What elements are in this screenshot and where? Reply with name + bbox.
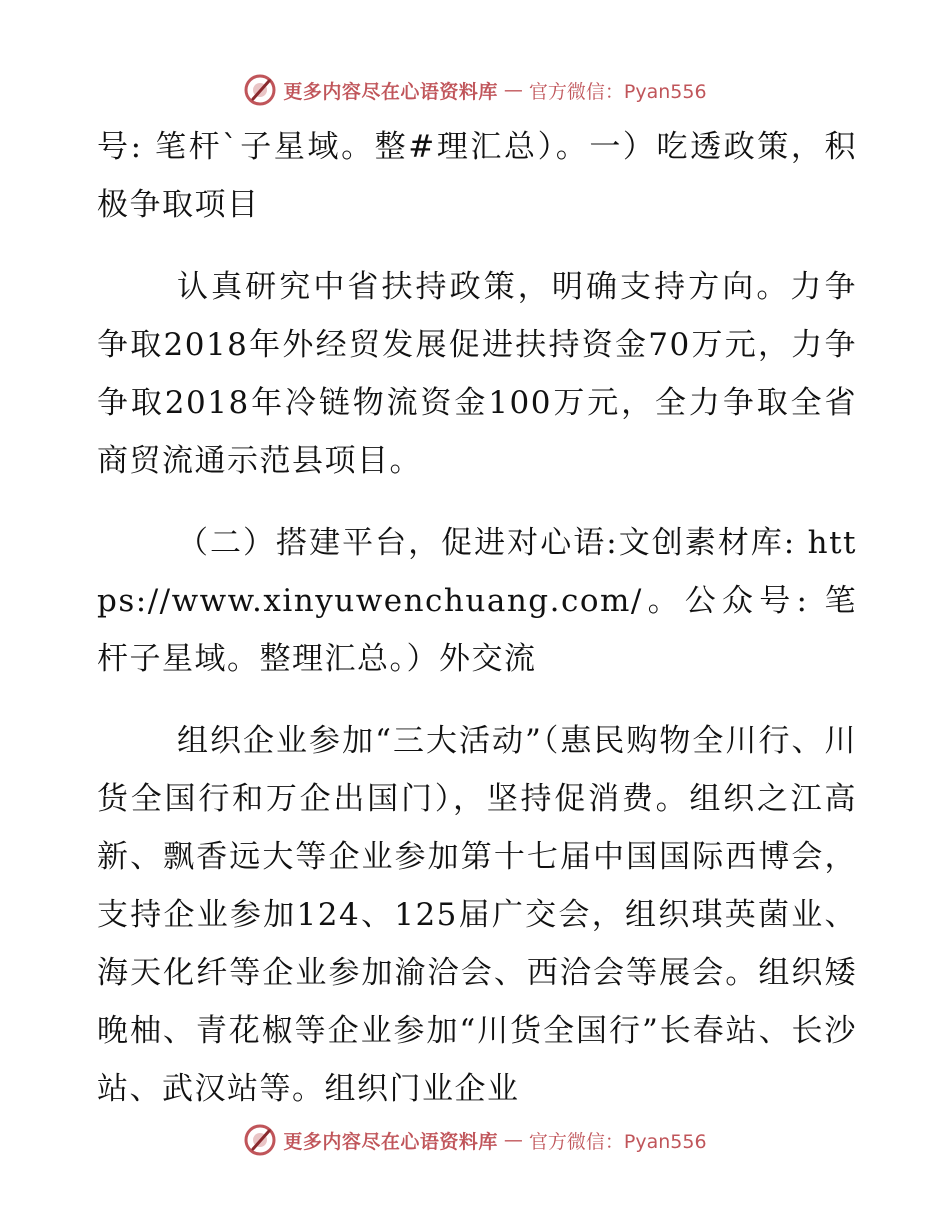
banner-wechat-id: 官方微信：Pyan556 (528, 80, 707, 103)
footer-watermark-banner (0, 1120, 950, 1160)
paragraph-policy: 认真研究中省扶持政策，明确支持方向。力争争取2018年外经贸发展促进扶持资金70万元，力争争取2018年冷链物流资金100万元，全力争取全省商贸流通示范县项目。 (97, 269, 857, 479)
banner-wechat-id: 官方微信：Pyan556 (528, 1130, 707, 1153)
brand-logo-icon (243, 73, 277, 107)
header-watermark-banner (0, 70, 950, 110)
banner-separator: — (503, 79, 523, 101)
paragraph-continuation: 号: 笔杆`子星域。整#理汇总）。一）吃透政策，积极争取项目 (97, 129, 857, 223)
brand-logo-icon (243, 1123, 277, 1157)
document-body (97, 118, 857, 1142)
banner-slogan: 更多内容尽在心语资料库 (283, 80, 498, 103)
banner-separator: — (503, 1129, 523, 1151)
paragraph-platform-heading: （二）搭建平台，促进对心语:文创素材库: https://www.xinyuwenchuang.com/。公众号: 笔杆子星域。整理汇总。）外交流 (97, 525, 857, 677)
banner-slogan: 更多内容尽在心语资料库 (283, 1130, 498, 1153)
paragraph-activities: 组织企业参加“三大活动”（惠民购物全川行、川货全国行和万企出国门），坚持促消费。组织之江高新、飘香远大等企业参加第十七届中国国际西博会，支持企业参加124、125届广交会，组织琪英菌业、海天化纤等企业参加渝洽会、西洽会等展会。组织矮晚柚、青花椒等企业参加“川货全国行”长春站、长沙站、武汉站等。组织门业企业 (97, 723, 857, 1107)
